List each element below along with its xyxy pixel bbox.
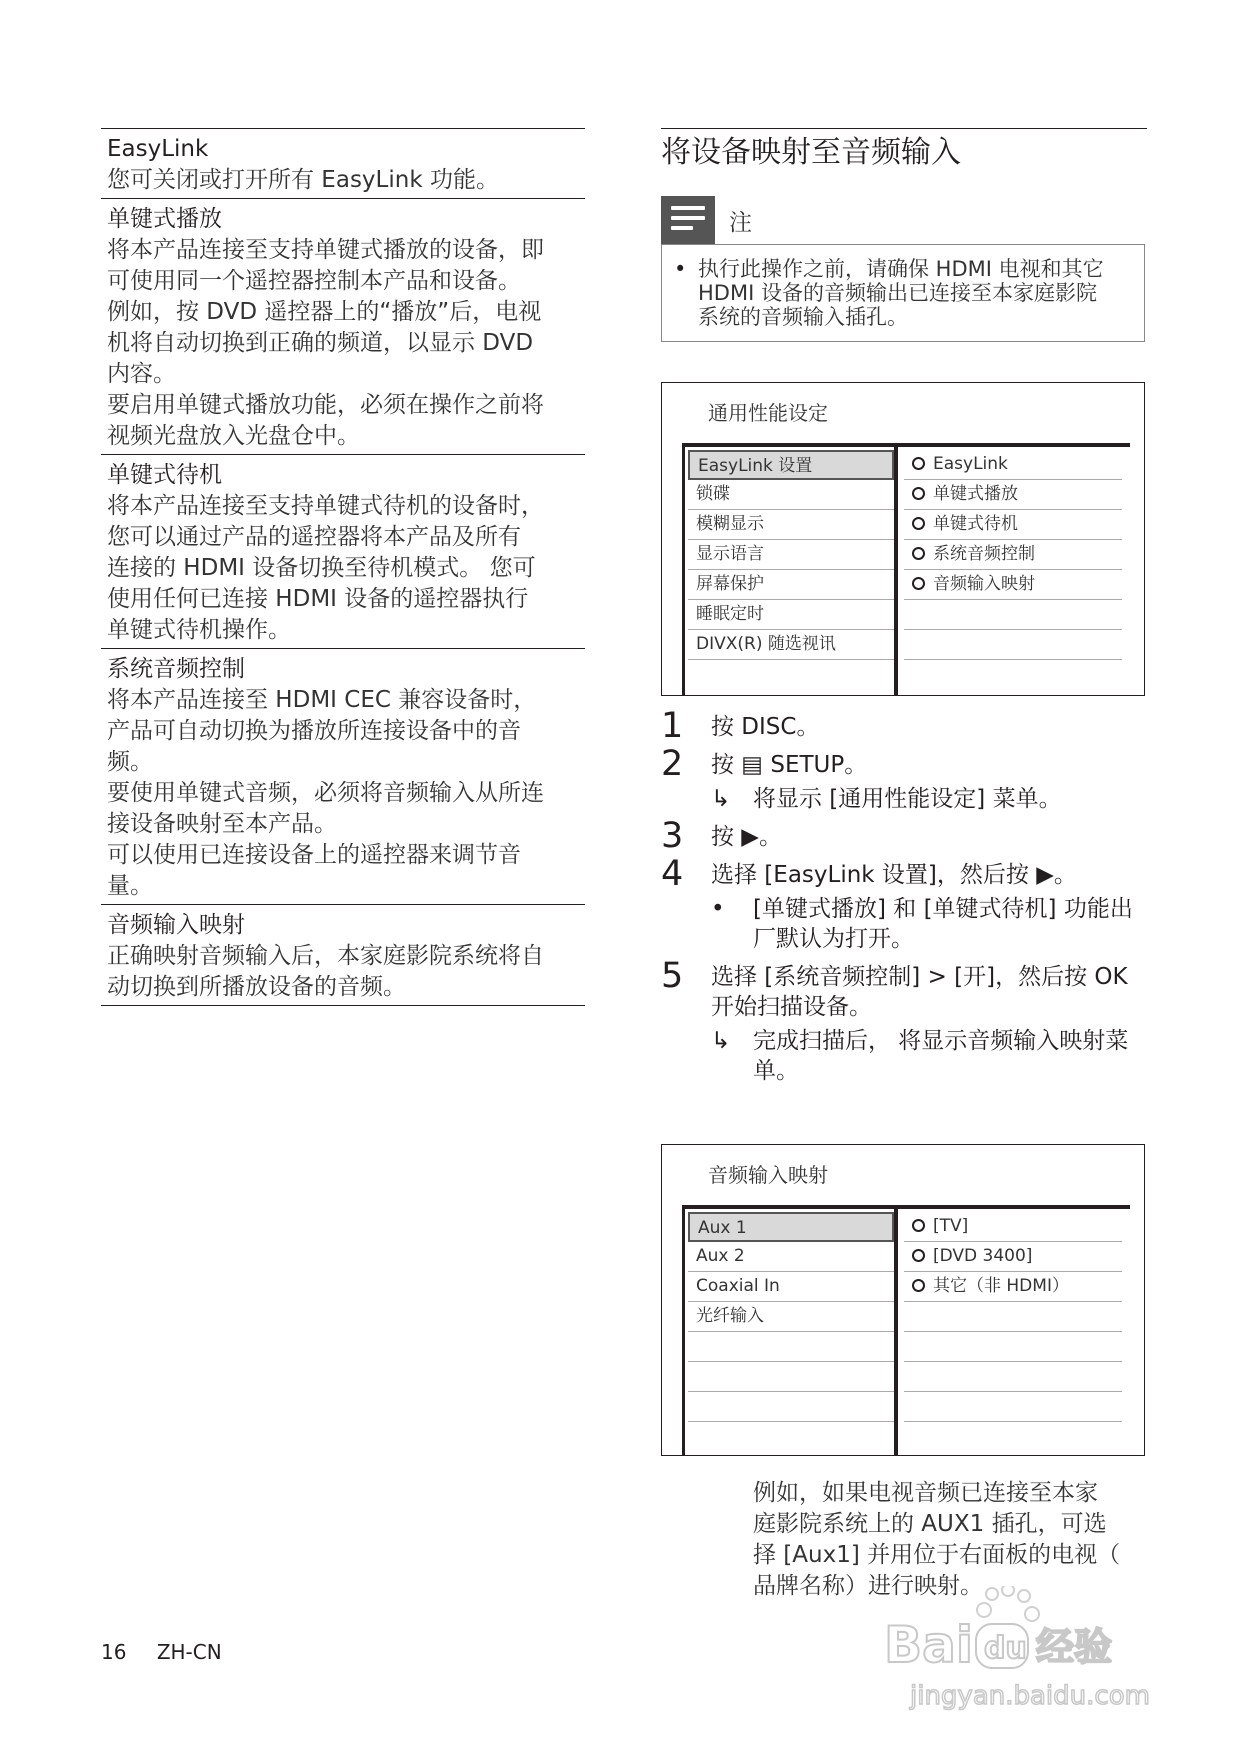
- note-line: HDMI 设备的音频输出已连接至本家庭影院: [698, 281, 1097, 305]
- step-sub-text: 完成扫描后， 将显示音频输入映射菜单。: [753, 1028, 1129, 1084]
- feature-line: 要启用单键式播放功能，必须在操作之前将: [107, 392, 544, 418]
- step-list: [661, 706, 1147, 1094]
- empty-row: [904, 1362, 1122, 1392]
- menu-divider: [894, 447, 898, 695]
- radio-icon: [912, 517, 925, 530]
- option-label: EasyLink: [933, 454, 1008, 474]
- example-paragraph: [753, 1478, 1149, 1602]
- empty-row: [688, 1362, 894, 1392]
- feature-line: 内容。: [107, 361, 176, 387]
- note-icon: [661, 196, 715, 244]
- menu-bar: [682, 443, 1130, 447]
- feature-one-touch-standby: [101, 454, 585, 648]
- svg-text:du: du: [984, 1631, 1027, 1666]
- option-label: 单键式待机: [933, 514, 1018, 534]
- step-text: 按 ▤ SETUP。: [711, 752, 868, 778]
- feature-title: 系统音频控制: [107, 656, 245, 682]
- radio-icon: [912, 1279, 925, 1292]
- feature-title: 音频输入映射: [107, 912, 245, 938]
- menu-item-easylink-settings[interactable]: EasyLink 设置: [688, 450, 894, 480]
- option-other-non-hdmi[interactable]: [904, 1272, 1122, 1302]
- feature-line: 产品可自动切换为播放所连接设备中的音: [107, 718, 521, 744]
- option-label: 音频输入映射: [933, 574, 1035, 594]
- svg-text:jingyan.baidu.com: jingyan.baidu.com: [910, 1681, 1150, 1711]
- menu-item-screen-saver[interactable]: 屏幕保护: [688, 570, 894, 600]
- step-sub-text: [单键式播放] 和 [单键式待机] 功能出厂默认为打开。: [753, 896, 1133, 952]
- option-label: 其它（非 HDMI）: [933, 1276, 1069, 1296]
- feature-line: 要使用单键式音频，必须将音频输入从所连: [107, 780, 544, 806]
- feature-one-touch-play: [101, 198, 585, 454]
- section-header: [661, 128, 1147, 175]
- feature-line: 将本产品连接至 HDMI CEC 兼容设备时，: [107, 687, 537, 713]
- result-arrow-icon: ↳: [711, 786, 731, 812]
- menu-item-disc-lock[interactable]: 锁碟: [688, 480, 894, 510]
- feature-line: 频。: [107, 749, 153, 775]
- step-3: [661, 816, 1147, 856]
- menu-item-optical-in[interactable]: 光纤输入: [688, 1302, 894, 1332]
- empty-row: [688, 1332, 894, 1362]
- bullet: •: [711, 896, 725, 922]
- feature-line: 动切换到所播放设备的音频。: [107, 974, 406, 1000]
- step-number: 1: [661, 706, 684, 746]
- feature-line: 量。: [107, 873, 153, 899]
- menu-item-dim-display[interactable]: 模糊显示: [688, 510, 894, 540]
- feature-line: 您可以通过产品的遥控器将本产品及所有: [107, 524, 521, 550]
- step-2: [661, 744, 1147, 814]
- feature-audio-input-mapping: [101, 904, 585, 1006]
- general-setup-menu: [661, 382, 1145, 696]
- feature-line: 例如，按 DVD 遥控器上的“播放”后，电视: [107, 299, 542, 325]
- bullet: •: [674, 257, 687, 281]
- menu-title: 通用性能设定: [708, 401, 828, 425]
- step-bullet: [711, 894, 1147, 954]
- svg-text:Bai: Bai: [884, 1616, 973, 1674]
- feature-line: 将本产品连接至支持单键式待机的设备时，: [107, 493, 544, 519]
- menu-bar: [682, 1205, 1130, 1209]
- radio-icon: [912, 457, 925, 470]
- feature-line: 您可关闭或打开所有 EasyLink 功能。: [107, 167, 499, 193]
- menu-item-aux2[interactable]: Aux 2: [688, 1242, 894, 1272]
- option-one-touch-standby[interactable]: [904, 510, 1122, 540]
- feature-line: 连接的 HDMI 设备切换至待机模式。 您可: [107, 555, 536, 581]
- section-title: 将设备映射至音频输入: [661, 128, 1147, 175]
- empty-row: [904, 600, 1122, 630]
- option-system-audio-control[interactable]: [904, 540, 1122, 570]
- feature-title: 单键式待机: [107, 462, 222, 488]
- option-label: 系统音频控制: [933, 544, 1035, 564]
- note-box: [661, 244, 1145, 342]
- example-line: 例如，如果电视音频已连接至本家: [753, 1480, 1098, 1506]
- step-5: [661, 956, 1147, 1086]
- note-label: 注: [729, 210, 752, 236]
- option-tv[interactable]: [904, 1212, 1122, 1242]
- feature-line: 单键式待机操作。: [107, 617, 291, 643]
- feature-line: 接设备映射至本产品。: [107, 811, 337, 837]
- option-label: [DVD 3400]: [933, 1246, 1033, 1266]
- feature-system-audio-control: [101, 648, 585, 904]
- feature-line: 机将自动切换到正确的频道，以显示 DVD: [107, 330, 534, 356]
- feature-line: 可使用同一个遥控器控制本产品和设备。: [107, 268, 521, 294]
- svg-text:经验: 经验: [1036, 1625, 1113, 1669]
- menu-line: [682, 447, 685, 695]
- radio-icon: [912, 1219, 925, 1232]
- step-1: [661, 706, 1147, 746]
- radio-icon: [912, 577, 925, 590]
- menu-item-divx-vod[interactable]: DIVX(R) 随选视讯: [688, 630, 894, 660]
- feature-line: 可以使用已连接设备上的遥控器来调节音: [107, 842, 521, 868]
- empty-row: [904, 1332, 1122, 1362]
- radio-icon: [912, 1249, 925, 1262]
- note-line: 执行此操作之前，请确保 HDMI 电视和其它: [698, 257, 1104, 281]
- step-number: 3: [661, 816, 684, 856]
- empty-row: [904, 1302, 1122, 1332]
- feature-easylink: [101, 128, 585, 198]
- result-arrow-icon: ↳: [711, 1028, 731, 1054]
- radio-icon: [912, 547, 925, 560]
- page-footer: [101, 1640, 246, 1664]
- step-text: 选择 [系统音频控制] > [开]，然后按 OK 开始扫描设备。: [711, 964, 1128, 1020]
- option-label: 单键式播放: [933, 484, 1018, 504]
- option-dvd-3400[interactable]: [904, 1242, 1122, 1272]
- step-4: [661, 854, 1147, 954]
- feature-line: 正确映射音频输入后，本家庭影院系统将自: [107, 943, 544, 969]
- feature-title: 单键式播放: [107, 206, 222, 232]
- baidu-jingyan-watermark-logo: [880, 1586, 1170, 1716]
- feature-line: 使用任何已连接 HDMI 设备的遥控器执行: [107, 586, 529, 612]
- empty-row: [688, 1392, 894, 1422]
- step-text: 按 ▶。: [711, 824, 782, 850]
- example-line: 择 [Aux1] 并用位于右面板的电视（: [753, 1542, 1121, 1568]
- menu-line: [682, 1209, 685, 1455]
- step-text: 按 DISC。: [711, 714, 820, 740]
- menu-divider: [894, 1209, 898, 1455]
- language-code: ZH-CN: [156, 1640, 222, 1664]
- menu-title: 音频输入映射: [708, 1163, 828, 1187]
- page-number: 16: [101, 1640, 127, 1664]
- menu-item-display-language[interactable]: 显示语言: [688, 540, 894, 570]
- menu-item-sleep-timer[interactable]: 睡眠定时: [688, 600, 894, 630]
- audio-input-mapping-menu: [661, 1144, 1145, 1456]
- option-label: [TV]: [933, 1216, 969, 1236]
- option-easylink[interactable]: [904, 450, 1122, 480]
- step-number: 2: [661, 744, 684, 784]
- empty-row: [904, 1392, 1122, 1422]
- option-one-touch-play[interactable]: [904, 480, 1122, 510]
- note-line: 系统的音频输入插孔。: [698, 305, 908, 329]
- feature-list: [101, 128, 585, 1006]
- radio-icon: [912, 487, 925, 500]
- note-text: [698, 257, 1138, 329]
- empty-row: [904, 630, 1122, 660]
- step-result: [711, 1026, 1147, 1086]
- menu-item-aux1[interactable]: Aux 1: [688, 1212, 894, 1242]
- step-result: [711, 784, 1147, 814]
- step-number: 4: [661, 854, 684, 894]
- feature-line: 将本产品连接至支持单键式播放的设备，即: [107, 237, 544, 263]
- feature-title: EasyLink: [107, 136, 209, 162]
- note-header: [661, 196, 1147, 244]
- menu-item-coaxial-in[interactable]: Coaxial In: [688, 1272, 894, 1302]
- example-line: 品牌名称）进行映射。: [753, 1573, 983, 1599]
- example-line: 庭影院系统上的 AUX1 插孔，可选: [753, 1511, 1107, 1537]
- option-audio-input-mapping[interactable]: [904, 570, 1122, 600]
- feature-line: 视频光盘放入光盘仓中。: [107, 423, 360, 449]
- step-text: 选择 [EasyLink 设置]，然后按 ▶。: [711, 862, 1077, 888]
- step-sub-text: 将显示 [通用性能设定] 菜单。: [753, 786, 1062, 812]
- step-number: 5: [661, 956, 684, 996]
